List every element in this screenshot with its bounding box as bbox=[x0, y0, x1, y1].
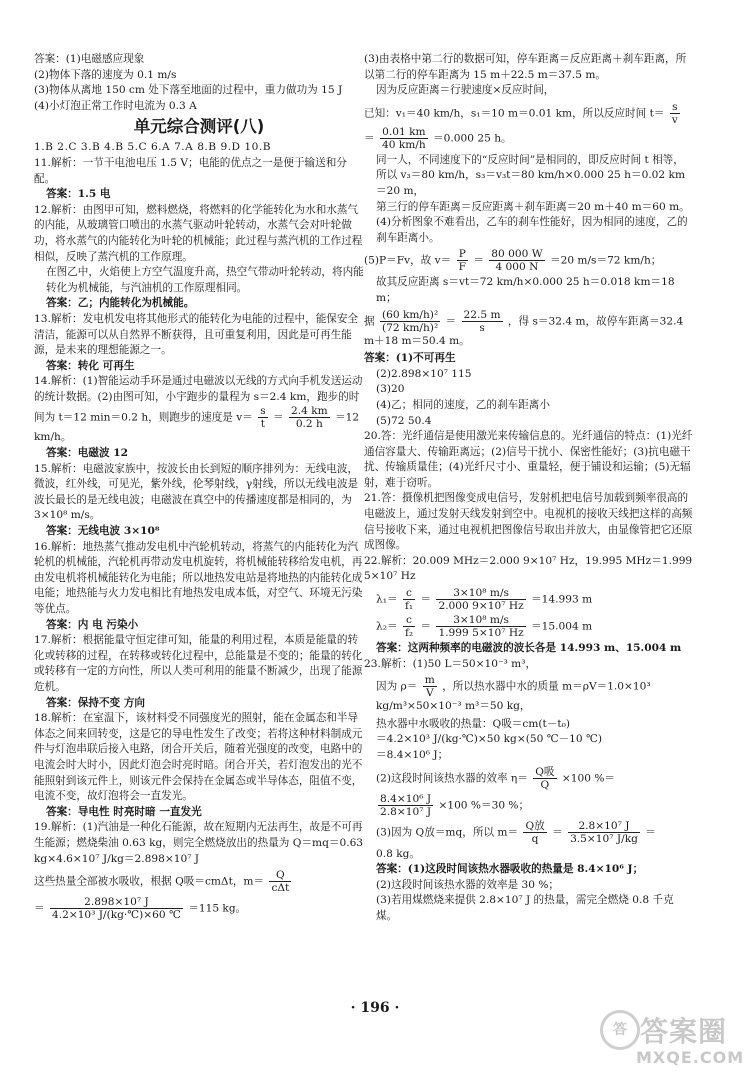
q23-answer-3: (3)若用煤燃烧来提供 2.8×10⁷ J 的热量，需完全燃烧 0.8 千克煤。 bbox=[376, 894, 674, 922]
watermark-badge-icon: 答 bbox=[600, 1010, 640, 1050]
intro-answer-1: 答案：(1)电磁感应现象 bbox=[34, 53, 145, 65]
r-answer-5: (5)72 50.4 bbox=[376, 414, 432, 427]
q23-coal-result: 0.8 kg。 bbox=[376, 847, 421, 860]
q15-explanation: 15.解析：电磁波家族中，按波长由长到短的顺序排列为：无线电波，微波，红外线，可见光，紫外线，伦琴射线，γ射线，所以无线电波是波长最长的是无线电波；电磁波在真空中的传播速度都是相同的，为 3×10⁸ m/s。 bbox=[34, 462, 359, 522]
q23-mass: 因为 ρ＝ $\frac{m}{V}$ ，所以热水器中水的质量 m＝ρV＝1.0×10³ kg/m³×50×10⁻³ m³＝50 kg， bbox=[376, 674, 651, 713]
q23-coal-mass: (3)因为 Q放＝mq，所以 m＝ $\frac{\text{Q放}}{q}$ ＝ $\frac{\text{2.8×10⁷ J}}{\text{3.5×10⁷ J/kg}}$ ＝ bbox=[376, 819, 656, 845]
q14-fraction-symbolic: $\frac{s}{t}$ bbox=[260, 405, 266, 431]
r-part4: (4)分析图象不难看出，乙车的刹车性能好，因为相同的速度，乙的刹车距离小。 bbox=[376, 216, 688, 244]
q23-efficiency: (2)这段时间该热水器的效率 η＝ $\frac{\text{Q吸}}{Q}$ ×100 %＝ bbox=[376, 765, 616, 791]
q16-answer: 答案：内 电 污染小 bbox=[46, 618, 139, 631]
q23-answer-2: (2)这段时间该热水器的效率是 30 %； bbox=[376, 878, 560, 891]
r-third-row: 第三行的停车距离＝反应距离＋刹车距离＝20 m＋40 m＝60 m。 bbox=[376, 200, 690, 213]
r-part5: (5)P＝Fv，故 v＝ $\frac{P}{F}$ ＝ $\frac{80 000 W}{4 000 N}$ ＝20 m/s＝72 km/h； bbox=[364, 248, 662, 274]
r-answer-4: (4)乙；相同的速度，乙的刹车距离小 bbox=[376, 398, 550, 411]
intro-answer-2: (2)物体下落的速度为 0.1 m/s bbox=[34, 68, 177, 81]
r-answer-1: 答案：(1)不可再生 bbox=[364, 352, 456, 365]
r-part3: (3)由表格中第二行的数据可知，停车距离＝反应距离＋刹车距离，所以第二行的停车距离为 15 m＋22.5 m＝37.5 m。 bbox=[364, 53, 687, 81]
q15-answer: 答案：无线电波 3×10⁸ bbox=[46, 525, 160, 538]
q22-lambda1: λ₁＝ $\frac{c}{\text{f₁}}$ ＝ $\frac{\text{3×10⁸ m/s}}{\text{2.000 9×10⁷ Hz}}$ ＝14.993 m bbox=[376, 587, 593, 613]
r-answer-3: (3)20 bbox=[376, 383, 405, 396]
r-reaction-time: 已知：v₁＝40 km/h，s₁＝10 m＝0.01 km，所以反应时间 t＝ $\frac{s}{v}$ ＝ $\frac{0.01 km}{40 km/h}$ ＝0.000 25 h。 bbox=[364, 100, 678, 151]
q17-answer: 答案：保持不变 方向 bbox=[46, 696, 146, 709]
q17-explanation: 17.解析：根据能量守恒定律可知，能量的利用过程，本质是能量的转化或转移的过程，在转移或转化过程中，总能量是不变的；能量的转化或转移有一定的方向性，所以人类可利用的能量不断减少，出现了能源危机。 bbox=[34, 634, 363, 693]
q14-answer: 答案：电磁波 12 bbox=[46, 447, 128, 460]
q11-answer: 答案：1.5 电 bbox=[46, 188, 111, 201]
q23-heat-result: ＝8.4×10⁶ J； bbox=[376, 749, 449, 761]
q18-answer: 答案：导电性 时亮时暗 一直发光 bbox=[46, 805, 202, 818]
q14-fraction-values: $\frac{2.4 km}{0.2 h}$ bbox=[291, 405, 328, 431]
intro-answer-4: (4)小灯泡正常工作时电流为 0.3 A bbox=[34, 99, 197, 112]
q12-explanation-2: 在图乙中，火焰使上方空气温度升高，热空气带动叶轮转动，将内能转化为机械能，与汽油机的工作原理相同。 bbox=[46, 266, 364, 294]
q11-explanation: 11.解析：一节干电池电压 1.5 V；电能的优点之一是便于输送和分配。 bbox=[34, 156, 347, 185]
q13-explanation: 13.解析：发电机发电将其他形式的能转化为电能的过程中，能保安全清洁，能源可以从自然界不断获得，且可重复利用，因此是可再生能源，是未来的理想能源之一。 bbox=[34, 312, 359, 357]
watermark-url: MXQE.COM bbox=[636, 1048, 745, 1067]
q19-equation-values: ＝ $\frac{\text{2.898×10⁷ J}}{\text{4.2×10³ J/(kg·℃)×60 ℃}}$ ＝115 kg。 bbox=[34, 896, 247, 922]
q19-fraction-symbolic: $\frac{Q}{\text{cΔt}}$ bbox=[271, 869, 290, 895]
q22-answer: 答案：这两种频率的电磁波的波长各是 14.993 m、15.004 m bbox=[376, 642, 682, 655]
left-column bbox=[34, 52, 364, 923]
q22-explanation: 22.解析：20.009 MHz＝2.000 9×10⁷ Hz，19.995 MHz＝1.999 5×10⁷ Hz bbox=[364, 554, 693, 583]
q23-efficiency-values: $\frac{\text{8.4×10⁶ J}}{\text{2.8×10⁷ J}}$ ×100 %＝30 %； bbox=[380, 792, 530, 818]
r-answer-2: (2)2.898×10⁷ 115 bbox=[376, 367, 472, 380]
q18-explanation: 18.解析：在室温下，该材料受不同强度光的照射，能在金属态和半导体态之间来回转变，这是它的导电性发生了改变；若将这种材料制成元件与灯泡串联后接入电路，闭合开关后，随着光强度的改变，电路中的电流会时大时小，因此灯泡会时亮时暗。闭合开关，若灯泡发出的光不能照射到该元件上，则该元件会保持在金属态或半导体态，阻值不变，电流不变，故灯泡将会一直发光。 bbox=[34, 712, 363, 803]
q23-volume: 23.解析：(1)50 L＝50×10⁻³ m³， bbox=[364, 657, 537, 670]
r-same-reaction: 同一人，不同速度下的“反应时间”是相同的，即反应时间 t 相等，所以 v₃＝80 km/h，s₃＝v₃t＝80 km/h×0.000 25 h＝0.02 km＝20 m， bbox=[376, 153, 685, 197]
q21-answer: 21.答：摄像机把图像变成电信号，发射机把电信号加载到频率很高的电磁波上，通过发射天线发射到空中。电视机的接收天线把这样的高频信号接收下来，通过电视机把图像信号取出并放大，由显像管把它还原成图像。 bbox=[364, 492, 693, 552]
watermark-text: 答案圈 bbox=[640, 1015, 728, 1048]
q19-equation: 这些热量全部被水吸收，根据 Q吸＝cmΔt，m＝ $\frac{Q}{\text{cΔt}}$ bbox=[34, 869, 290, 895]
q23-heat-formula: 热水器中水吸收的热量：Q吸＝cm(t－t₀) bbox=[376, 717, 571, 730]
q13-answer: 答案：转化 可再生 bbox=[46, 359, 135, 372]
page-number: · 196 · bbox=[350, 1000, 400, 1016]
r-ratio: 据 $\frac{\text{(60 km/h)²}}{\text{(72 km/h)²}}$ ＝ $\frac{22.5 m}{s}$ ，得 s＝32.4 m，故停车距离＝32.4 m＋18 m＝50.4 m。 bbox=[364, 308, 684, 347]
q23-answer-1: 答案：(1)这段时间该热水器吸收的热量是 8.4×10⁶ J； bbox=[376, 863, 644, 876]
site-watermark bbox=[600, 1010, 745, 1072]
q16-explanation: 16.解析：地热蒸气推动发电机中汽轮机转动，将蒸气的内能转化为汽轮机的机械能，汽轮机再带动发电机旋转，将机械能转移给发电机，再由发电机将机械能转化为电能；所以地热发电站是将地热的内能转化成电能；地热能与火力发电相比有地热发电成本低，对空气、环境无污染等优点。 bbox=[34, 540, 363, 615]
r-reaction-distance: 故其反应距离 s＝vt＝72 km/h×0.000 25 h＝0.018 km＝18 m； bbox=[376, 276, 675, 304]
r-reaction-formula: 因为反应距离＝行驶速度×反应时间， bbox=[376, 84, 555, 97]
multiple-choice-answers: 1.B 2.C 3.B 4.B 5.C 6.A 7.A 8.B 9.D 10.B bbox=[34, 141, 272, 154]
q22-lambda2: λ₂＝ $\frac{c}{\text{f₂}}$ ＝ $\frac{\text{3×10⁸ m/s}}{\text{1.999 5×10⁷ Hz}}$ ＝15.004 m bbox=[376, 614, 593, 640]
q20-answer: 20.答：光纤通信是使用激光来传输信息的。光纤通信的特点：(1)光纤通信容量大、传输距离远；(2)信号干扰小、保密性能好；(3)抗电磁干扰、传输质量佳；(4)光纤尺寸小、重量轻，便于铺设和运输；(5)无辐射，难于窃听。 bbox=[364, 430, 693, 489]
q14-explanation: 14.解析：(1)智能运动手环是通过电磁波以无线的方式向手机发送运动的统计数据。(2)由图可知，小宇跑步的量程为 s＝2.4 km，跑步的时间为 t＝12 min＝0.2 h，则跑步的速度是 v＝ $\frac{s}{t}$ ＝ $\frac{2.4 km}{0.2 h}$ ＝12 km/h。 bbox=[34, 375, 363, 444]
intro-answer-3: (3)物体从离地 150 cm 处下落至地面的过程中，重力做功为 15 J bbox=[34, 84, 343, 97]
q12-explanation: 12.解析：由图甲可知，燃料燃烧，将燃料的化学能转化为水和水蒸气的内能，从玻璃管口喷出的水蒸气驱动叶轮转动，水蒸气会对叶轮做功，将水蒸气的内能转化为叶轮的机械能；此过程与蒸汽机的工作过程相似，反映了蒸汽机的工作原理。 bbox=[34, 203, 363, 263]
right-column bbox=[364, 52, 694, 925]
q14-text: 14.解析：(1)智能运动手环是通过电磁波以无线的方式向手机发送运动的统计数据。(2)由图可知，小宇跑步的量程为 s＝2.4 km，跑步的时间为 t＝12 min＝0.2 h，则跑步的速度是 v＝ bbox=[34, 375, 363, 424]
q19-fraction-values: $\frac{\text{2.898×10⁷ J}}{\text{4.2×10³ J/(kg·℃)×60 ℃}}$ bbox=[51, 896, 181, 922]
q12-answer: 答案：乙；内能转化为机械能。 bbox=[46, 297, 195, 310]
q23-heat-values: ＝4.2×10³ J/(kg·℃)×50 kg×(50 ℃－10 ℃) bbox=[376, 733, 602, 746]
section-title: 单元综合测评(八) bbox=[133, 117, 265, 137]
q19-explanation: 19.解析：(1)汽油是一种化石能源，故在短期内无法再生，故是不可再生能源；燃烧柴油 0.63 kg，则完全燃烧放出的热量为 Q＝mq＝0.63 kg×4.6×10⁷ J/kg＝2.898×10⁷ J bbox=[34, 821, 364, 865]
